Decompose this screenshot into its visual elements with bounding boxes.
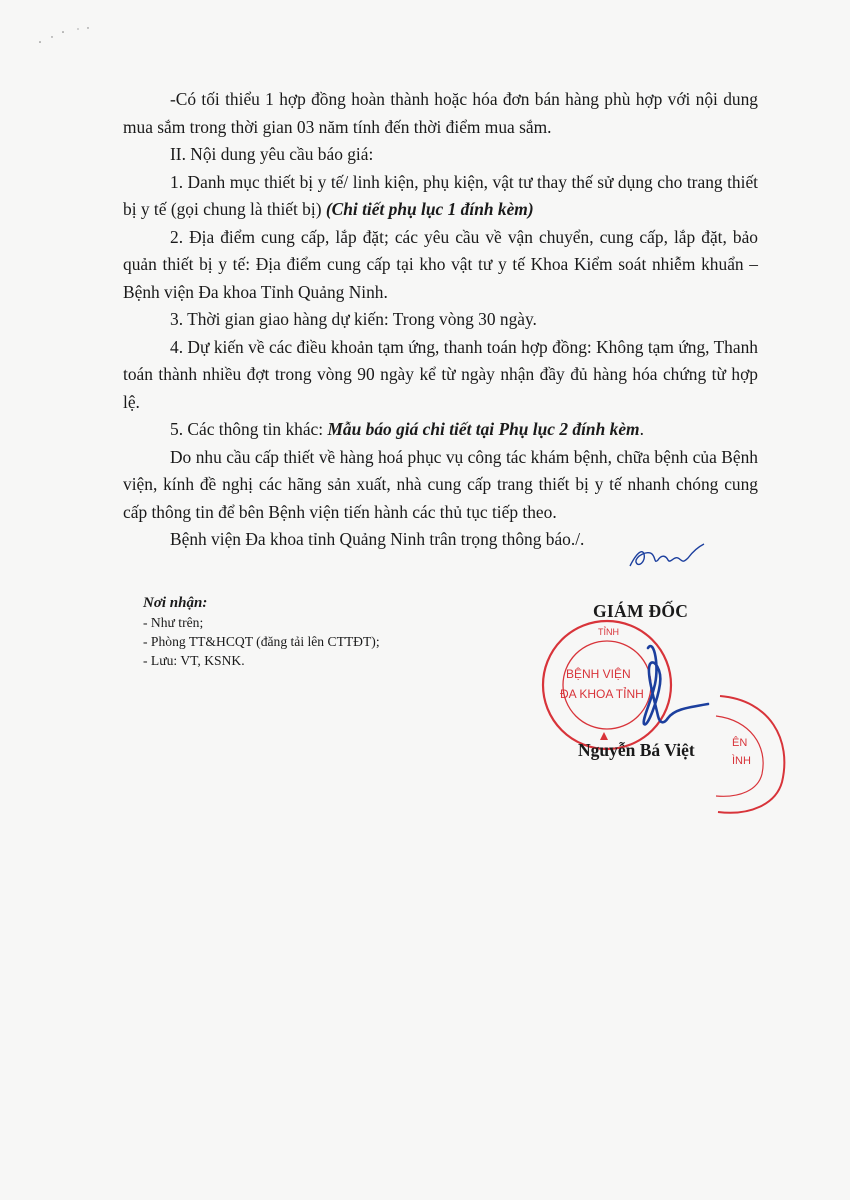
- recipient-item: - Lưu: VT, KSNK.: [143, 653, 245, 668]
- recipient-item: - Phòng TT&HCQT (đăng tải lên CTTĐT);: [143, 634, 380, 649]
- item-5-end: .: [639, 419, 644, 439]
- paragraph-item-3: 3. Thời gian giao hàng dự kiến: Trong vòng 30 ngày.: [170, 309, 537, 329]
- seal-text-line2: ĐA KHOA TỈNH: [560, 687, 644, 701]
- paragraph-item-2: 2. Địa điểm cung cấp, lắp đặt; các yêu cầu về vận chuyển, cung cấp, lắp đặt, bảo quản thiết bị y tế: Địa điểm cung cấp tại kho vật tư y tế Khoa Kiểm soát nhiễm khuẩn – Bệnh viện Đa khoa Tỉnh Quảng Ninh.: [123, 226, 758, 302]
- paragraph-requirement: -Có tối thiểu 1 hợp đồng hoàn thành hoặc hóa đơn bán hàng phù hợp với nội dung mua sắm trong thời gian 03 năm tính đến thời điểm mua sắm.: [123, 89, 758, 137]
- item-1-emphasis: (Chi tiết phụ lục 1 đính kèm): [325, 199, 534, 219]
- scan-specks: [30, 20, 100, 50]
- item-5-text: 5. Các thông tin khác:: [170, 419, 328, 439]
- recipient-item: - Như trên;: [143, 615, 204, 630]
- seal-text-line1: BỆNH VIỆN: [566, 667, 631, 681]
- signer-name: Nguyễn Bá Việt: [578, 740, 695, 760]
- item-5-emphasis: Mẫu báo giá chi tiết tại Phụ lục 2 đính kèm: [327, 419, 640, 439]
- director-signature-icon: [620, 628, 730, 738]
- section-heading-ii: II. Nội dung yêu cầu báo giá:: [170, 144, 374, 164]
- seal-text-top: TỈNH: [598, 627, 619, 637]
- svg-text:ÊN: ÊN: [732, 737, 748, 749]
- paragraph-closing: Bệnh viện Đa khoa tỉnh Quảng Ninh trân trọng thông báo./.: [170, 529, 585, 549]
- paragraph-item-5: [123, 416, 758, 444]
- recipients-heading: Nơi nhận:: [143, 595, 208, 611]
- document-body: [123, 86, 758, 554]
- recipients-block: [143, 594, 463, 670]
- paragraph-item-4: 4. Dự kiến về các điều khoản tạm ứng, thanh toán hợp đồng: Không tạm ứng, Thanh toán thành nhiều đợt trong vòng 90 ngày kể từ ngày nhận đầy đủ hàng hóa chứng từ hợp lệ.: [123, 336, 758, 412]
- item-1-text: 1. Danh mục thiết bị y tế/ linh kiện, phụ kiện, vật tư thay thế sử dụng cho trang thiết bị y tế (gọi chung là thiết bị): [123, 171, 758, 219]
- signer-title: GIÁM ĐỐC: [593, 601, 689, 621]
- initial-signature-icon: [626, 540, 706, 574]
- svg-text:ÌNH: ÌNH: [732, 755, 751, 767]
- paragraph-item-1: [123, 169, 758, 224]
- paragraph-request: Do nhu cầu cấp thiết về hàng hoá phục vụ công tác khám bệnh, chữa bệnh của Bệnh viện, kính đề nghị các hãng sản xuất, nhà cung cấp trang thiết bị y tế nhanh chóng cung cấp thông tin để bên Bệnh viện tiến hành các thủ tục tiếp theo.: [123, 446, 758, 522]
